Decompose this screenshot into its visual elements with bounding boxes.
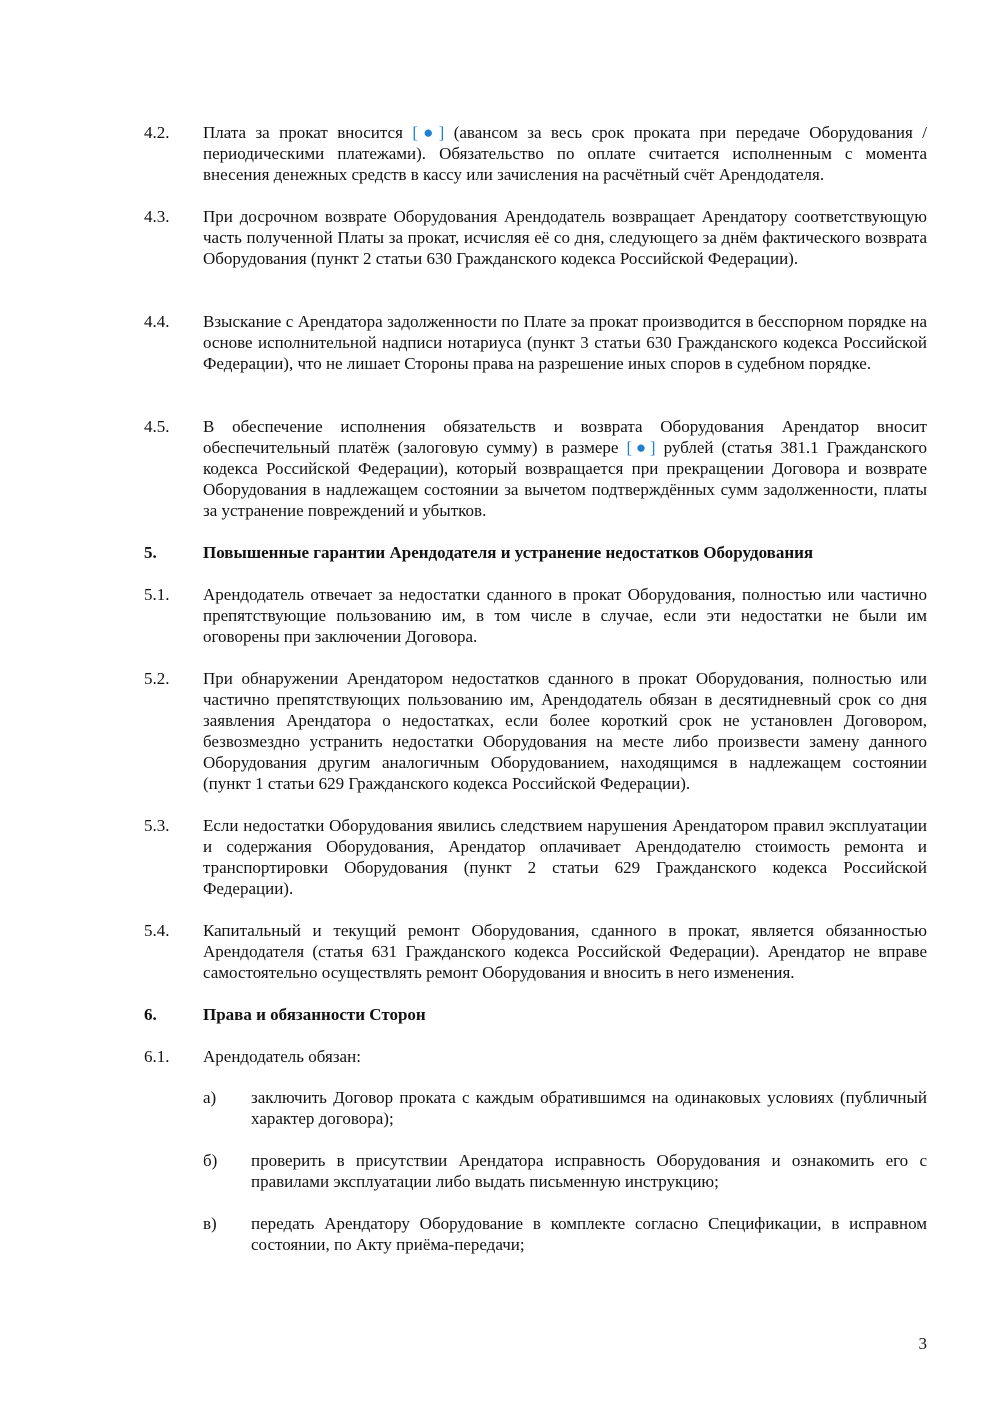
clause-text: В обеспечение исполнения обязательств и возврата Оборудования Арендатор вносит обеспечительный платёж (залоговую сумму) в размере [●] рублей (статья 381.1 Гражданского кодекса Российской Федерации), который возвращается при прекращении Договора и возврате Оборудования в надлежащем состоянии за вычетом подтверждённых сумм задолженности, платы за устранение повреждений и убытков. xyxy=(203,417,927,520)
subitem-v xyxy=(203,1213,927,1255)
clause-text: Взыскание с Арендатора задолженности по Плате за прокат производится в бесспорном порядке на основе исполнительной надписи нотариуса (пункт 3 статьи 630 Гражданского кодекса Российской Федерации), что не лишает Стороны права на разрешение иных споров в судебном порядке. xyxy=(203,312,927,373)
clause-text: При досрочном возврате Оборудования Арендодатель возвращает Арендатору соответствующую часть полученной Платы за прокат, исчисляя её со дня, следующего за днём фактического возврата Оборудования (пункт 2 статьи 630 Гражданского кодекса Российской Федерации). xyxy=(203,207,927,268)
placeholder-marker: [●] xyxy=(626,438,656,457)
clause-text: Если недостатки Оборудования явились следствием нарушения Арендатором правил эксплуатации и содержания Оборудования, Арендатор оплачивает Арендодателю стоимость ремонта и транспортировки Оборудования (пункт 2 статьи 629 Гражданского кодекса Российской Федерации). xyxy=(203,816,927,898)
clause-text: Капитальный и текущий ремонт Оборудования, сданного в прокат, является обязанностью Арендодателя (статья 631 Гражданского кодекса Российской Федерации). Арендатор не вправе самостоятельно осуществлять ремонт Оборудования и вносить в него изменения. xyxy=(203,921,927,982)
clause-number: 4.3. xyxy=(144,207,170,226)
clause-number: 5.1. xyxy=(144,585,170,604)
section-number: 6. xyxy=(144,1005,157,1024)
clause-5-4 xyxy=(144,920,927,983)
clause-text: Арендодатель отвечает за недостатки сданного в прокат Оборудования, полностью или частично препятствующие пользованию им, в том числе в случае, если эти недостатки не были им оговорены при заключении Договора. xyxy=(203,585,927,646)
section-number: 5. xyxy=(144,543,157,562)
clause-number: 5.3. xyxy=(144,816,170,835)
clause-4-3 xyxy=(144,206,927,269)
clause-4-5 xyxy=(144,416,927,521)
clause-text: Арендодатель обязан: xyxy=(203,1047,361,1066)
subitem-a xyxy=(203,1087,927,1129)
section-heading-6 xyxy=(144,1004,927,1025)
subitem-letter: в) xyxy=(203,1214,217,1233)
subitem-text: заключить Договор проката с каждым обратившимся на одинаковых условиях (публичный характер договора); xyxy=(251,1088,927,1128)
clause-5-2 xyxy=(144,668,927,794)
clause-4-2 xyxy=(144,122,927,185)
clause-number: 4.5. xyxy=(144,417,170,436)
subitem-b xyxy=(203,1150,927,1192)
page-number: 3 xyxy=(918,1334,927,1353)
clause-number: 4.4. xyxy=(144,312,170,331)
subitem-letter: б) xyxy=(203,1151,218,1170)
subitem-text: проверить в присутствии Арендатора исправность Оборудования и ознакомить его с правилами эксплуатации либо выдать письменную инструкцию; xyxy=(251,1151,927,1191)
placeholder-marker: [●] xyxy=(412,123,445,142)
clause-5-1 xyxy=(144,584,927,647)
subitem-letter: а) xyxy=(203,1088,217,1107)
clause-number: 5.2. xyxy=(144,669,170,688)
clause-number: 5.4. xyxy=(144,921,170,940)
clause-5-3 xyxy=(144,815,927,899)
clause-number: 4.2. xyxy=(144,123,170,142)
section-heading-5 xyxy=(144,542,927,563)
clause-text: Плата за прокат вносится [●] (авансом за весь срок проката при передаче Оборудования / периодическими платежами). Обязательство по оплате считается исполненным с момента внесения денежных средств в кассу или зачисления на расчётный счёт Арендодателя. xyxy=(203,123,927,184)
section-title: Повышенные гарантии Арендодателя и устранение недостатков Оборудования xyxy=(203,543,814,562)
clause-text: При обнаружении Арендатором недостатков сданного в прокат Оборудования, полностью или частично препятствующих пользованию им, Арендодатель обязан в десятидневный срок со дня заявления Арендатора о недостатках, если более короткий срок не установлен Договором, безвозмездно устранить недостатки Оборудования на месте либо произвести замену данного Оборудования другим аналогичным Оборудованием, находящимся в надлежащем состоянии (пункт 1 статьи 629 Гражданского кодекса Российской Федерации). xyxy=(203,669,927,793)
clause-number: 6.1. xyxy=(144,1047,170,1066)
clause-4-4 xyxy=(144,311,927,374)
subitem-text: передать Арендатору Оборудование в комплекте согласно Спецификации, в исправном состоянии, по Акту приёма-передачи; xyxy=(251,1214,927,1254)
clause-6-1 xyxy=(144,1046,927,1067)
section-title: Права и обязанности Сторон xyxy=(203,1005,426,1024)
